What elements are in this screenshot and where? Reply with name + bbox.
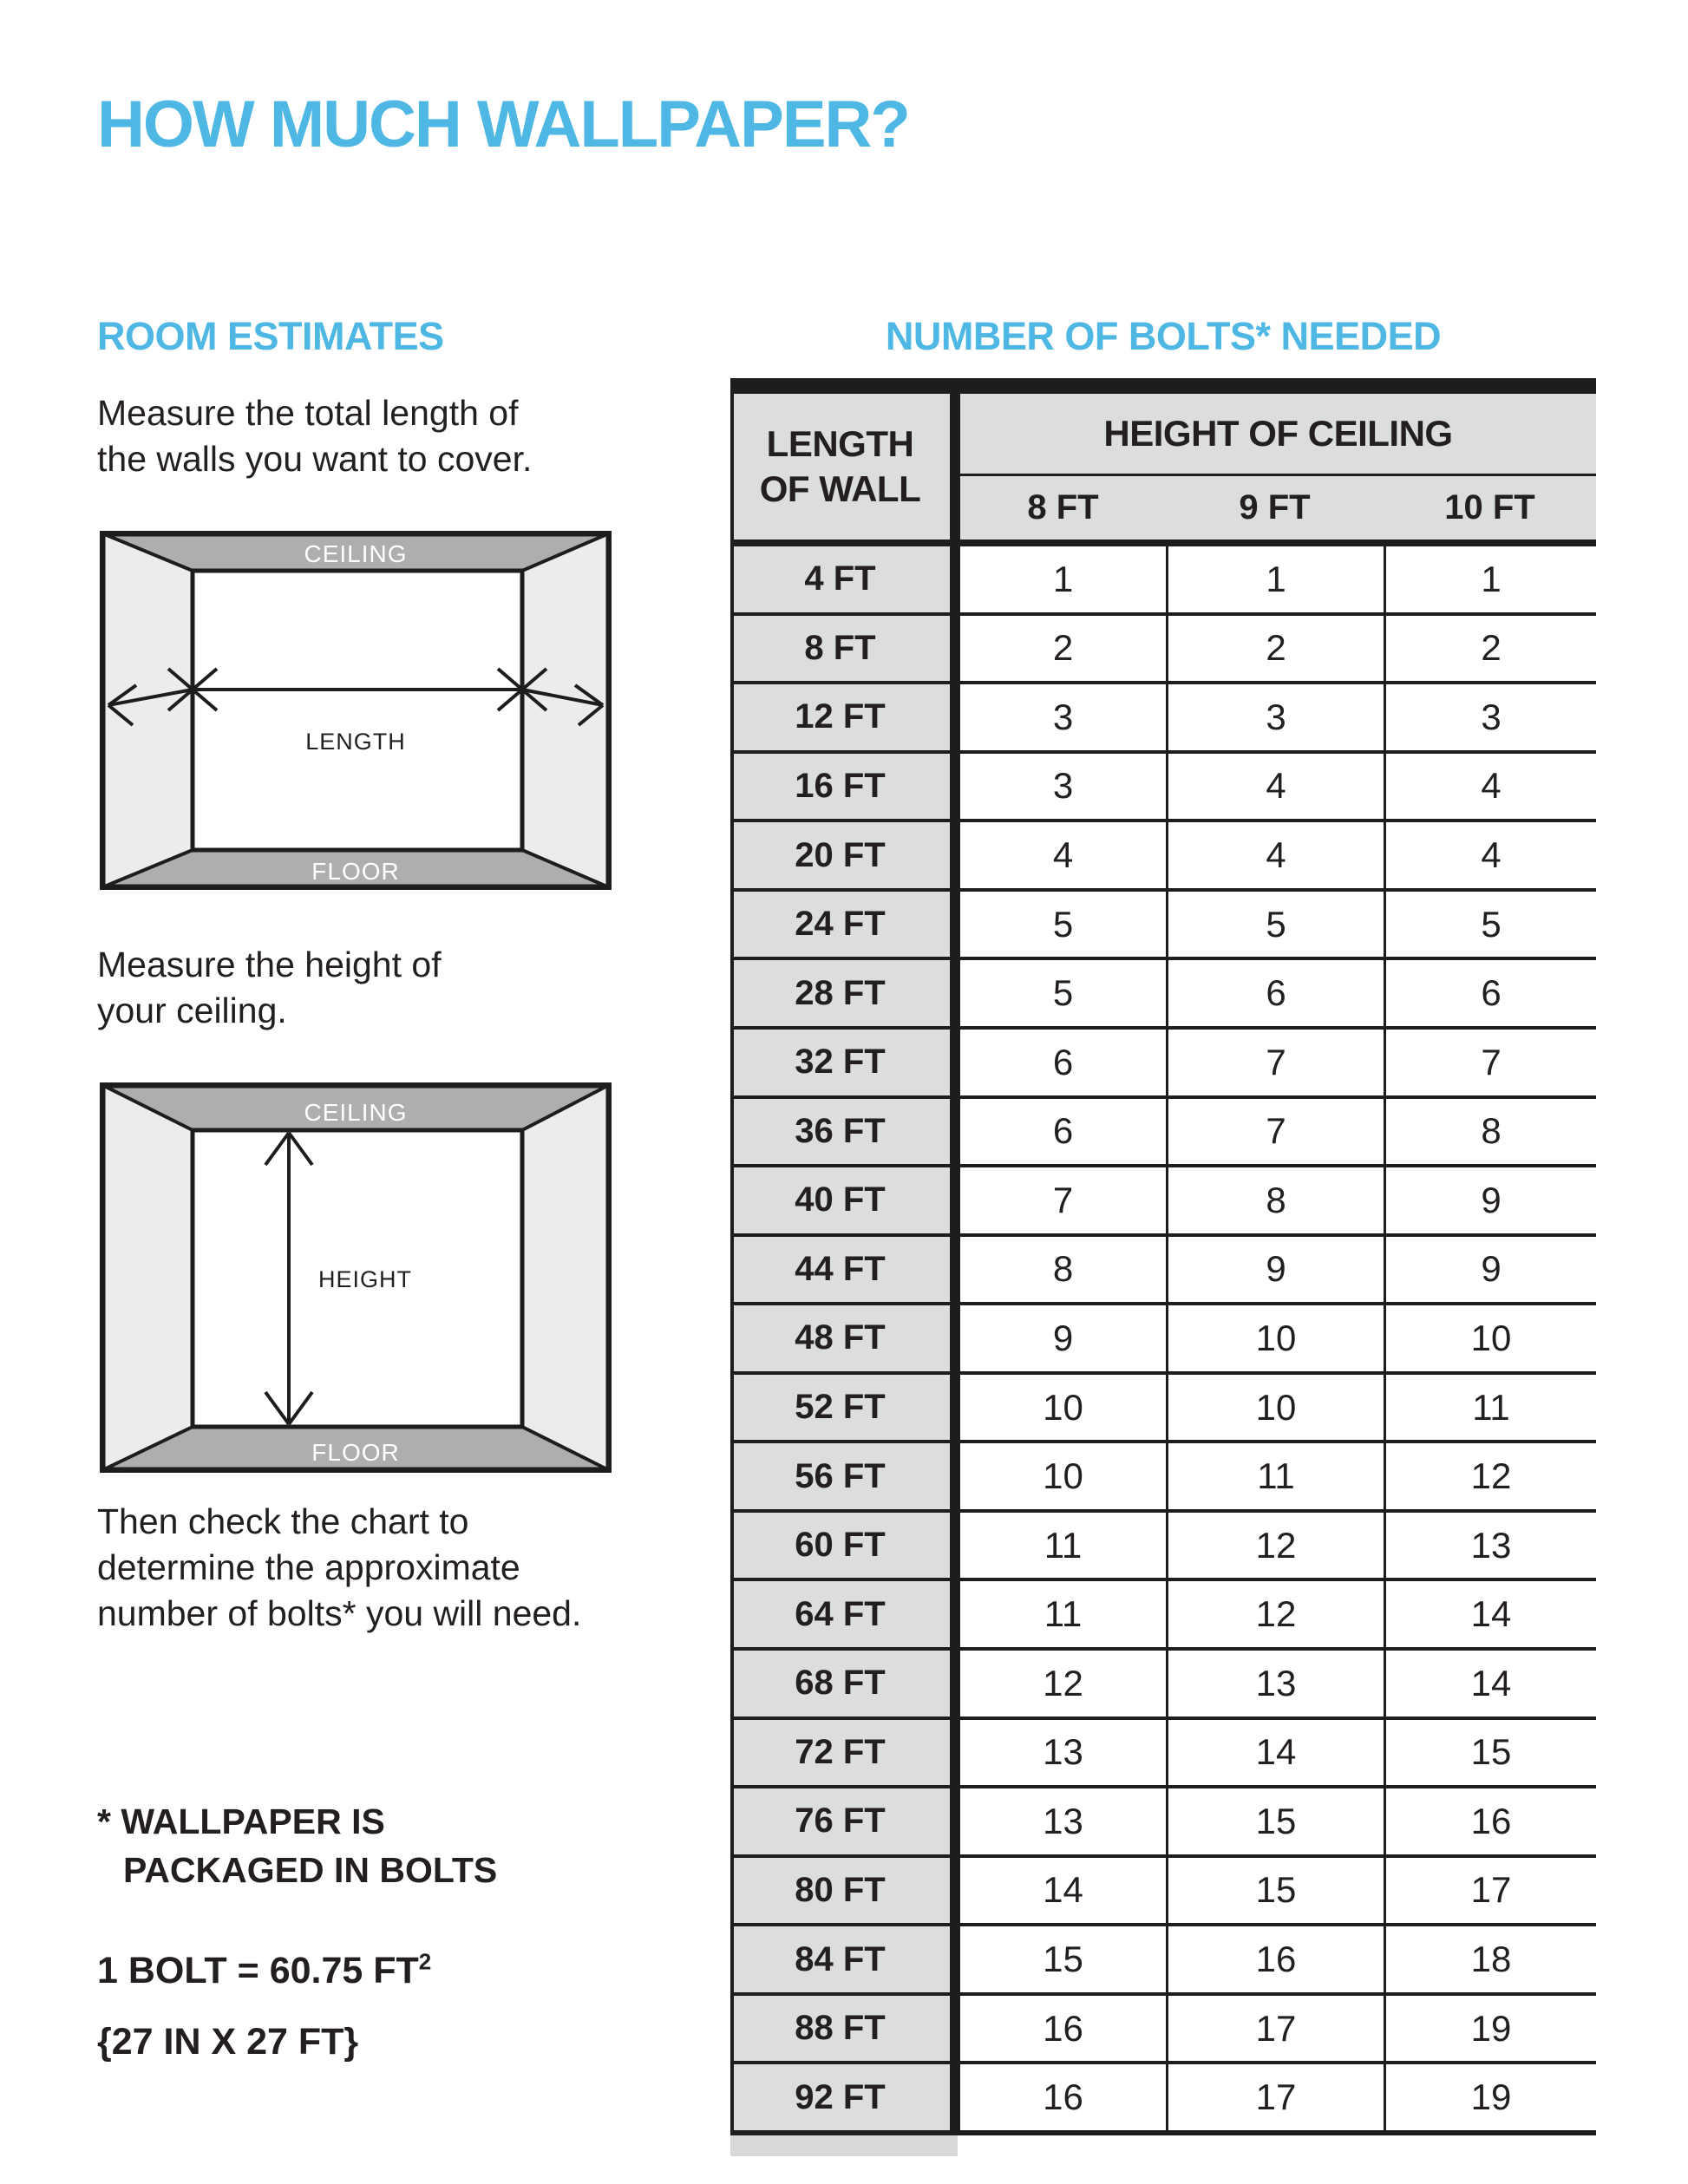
wall-length-cell: 28 FT: [730, 960, 950, 1026]
table-row: [730, 1651, 1596, 1720]
table-row: [730, 1720, 1596, 1789]
room-estimates-heading: ROOM ESTIMATES: [97, 314, 444, 358]
bolt-count-cell: 16: [1470, 1800, 1512, 1841]
table-column-divider: [950, 394, 960, 2130]
bolt-count-cell: 4: [1266, 834, 1286, 876]
bolt-count-cell: 16: [1043, 2076, 1083, 2118]
wall-length-cell: 20 FT: [730, 822, 950, 888]
paragraph-line: Then check the chart to: [97, 1501, 469, 1541]
bolt-count-cell: 14: [1470, 1593, 1512, 1635]
table-top-border: [730, 378, 1596, 394]
bolt-count-cell: 3: [1052, 765, 1074, 807]
paragraph-line: your ceiling.: [97, 991, 287, 1030]
bolt-count-cell: 6: [1266, 972, 1286, 1014]
bolt-count-cell: 12: [1255, 1593, 1297, 1635]
bolt-count-cell: 7: [1266, 1110, 1286, 1152]
wall-length-cell: 84 FT: [730, 1926, 950, 1992]
wall-length-cell: 40 FT: [730, 1167, 950, 1233]
table-row: [730, 1305, 1596, 1375]
bolt-count-cell: 13: [1470, 1524, 1512, 1566]
ceiling-label: CEILING: [304, 1099, 408, 1126]
bolt-count-cell: 4: [1266, 765, 1286, 807]
table-row: [730, 1375, 1596, 1444]
ceiling-height-column-headers: [960, 476, 1596, 539]
wall-length-cell: 44 FT: [730, 1237, 950, 1303]
bolt-count-cell: 14: [1470, 1662, 1512, 1703]
bolt-count-cell: 11: [1044, 1524, 1083, 1566]
check-chart-paragraph: [97, 1499, 581, 1637]
table-rows: [730, 546, 1596, 2130]
bolt-count-cell: 5: [1481, 903, 1502, 945]
bolt-count-cell: 8: [1481, 1110, 1502, 1152]
bolt-size-superscript: 2: [418, 1948, 432, 1975]
table-row: [730, 1581, 1596, 1651]
bolt-count-cell: 17: [1255, 2007, 1297, 2049]
bolt-count-cell: 15: [1470, 1731, 1512, 1773]
bolt-count-cell: 19: [1470, 2007, 1512, 2049]
wall-length-cell: 8 FT: [730, 616, 950, 682]
bolt-count-cell: 4: [1481, 834, 1502, 876]
bolt-count-cell: 4: [1481, 765, 1502, 807]
length-of-wall-header: [730, 394, 950, 539]
bolts-footnote: [97, 1797, 497, 1894]
measure-length-paragraph: [97, 390, 532, 482]
wall-length-cell: 56 FT: [730, 1443, 950, 1509]
wall-length-cell: 32 FT: [730, 1030, 950, 1095]
wall-length-cell: 12 FT: [730, 684, 950, 750]
ceiling-label: CEILING: [304, 540, 408, 567]
bolt-count-cell: 19: [1470, 2076, 1512, 2118]
table-row: [730, 892, 1596, 961]
wall-length-cell: 68 FT: [730, 1651, 950, 1716]
table-cropped-stub: [730, 2135, 958, 2156]
bolt-count-cell: 8: [1052, 1248, 1074, 1290]
table-row: [730, 1237, 1596, 1306]
table-row: [730, 1788, 1596, 1858]
wall-length-cell: 52 FT: [730, 1375, 950, 1441]
wall-length-cell: 80 FT: [730, 1858, 950, 1924]
bolt-count-cell: 2: [1052, 627, 1074, 669]
header-line: OF WALL: [759, 468, 921, 509]
bolt-count-cell: 11: [1257, 1455, 1295, 1497]
column-separator: [1166, 546, 1168, 2130]
bolt-count-cell: 1: [1052, 558, 1074, 599]
bolt-count-cell: 3: [1052, 696, 1074, 737]
bolt-count-cell: 14: [1043, 1869, 1083, 1911]
bolt-count-cell: 10: [1255, 1386, 1297, 1428]
column-header-10ft: 10 FT: [1444, 488, 1535, 526]
paragraph-line: number of bolts* you will need.: [97, 1593, 582, 1633]
table-row: [730, 1858, 1596, 1927]
wall-length-cell: 16 FT: [730, 754, 950, 820]
bolt-count-cell: 9: [1052, 1317, 1074, 1358]
bolt-count-cell: 16: [1043, 2007, 1083, 2049]
table-row: [730, 684, 1596, 754]
footnote-line: PACKAGED IN BOLTS: [123, 1850, 498, 1890]
bolt-count-cell: 9: [1266, 1248, 1286, 1290]
measure-height-paragraph: [97, 942, 442, 1034]
bolt-count-cell: 15: [1043, 1939, 1083, 1980]
bolt-count-cell: 9: [1481, 1179, 1502, 1220]
bolt-size-line: [97, 1950, 431, 1992]
column-header-8ft: 8 FT: [1027, 488, 1099, 526]
height-of-ceiling-header: HEIGHT OF CEILING: [1103, 413, 1453, 454]
bolt-count-cell: 9: [1481, 1248, 1502, 1290]
page-title: HOW MUCH WALLPAPER?: [97, 88, 909, 161]
bolt-count-cell: 2: [1266, 627, 1286, 669]
bolt-count-cell: 8: [1266, 1179, 1286, 1220]
table-row: [730, 1099, 1596, 1168]
bolt-count-cell: 6: [1052, 1110, 1074, 1152]
floor-label: FLOOR: [311, 1439, 400, 1466]
bolt-count-cell: 17: [1470, 1869, 1512, 1911]
bolt-count-cell: 5: [1052, 903, 1074, 945]
bolt-count-cell: 15: [1255, 1869, 1297, 1911]
bolt-count-cell: 10: [1043, 1386, 1083, 1428]
paragraph-line: Measure the total length of: [97, 393, 519, 433]
wall-length-cell: 24 FT: [730, 892, 950, 958]
paragraph-line: determine the approximate: [97, 1547, 520, 1587]
bolt-count-cell: 13: [1043, 1800, 1083, 1841]
bolt-count-cell: 17: [1255, 2076, 1297, 2118]
wall-length-cell: 36 FT: [730, 1099, 950, 1165]
wall-length-cell: 88 FT: [730, 1996, 950, 2062]
footnote-line: * WALLPAPER IS: [97, 1801, 385, 1841]
table-row: [730, 546, 1596, 616]
height-label: HEIGHT: [318, 1266, 413, 1292]
room-height-diagram: [100, 1082, 612, 1473]
table-row: [730, 616, 1596, 685]
bolt-count-cell: 5: [1266, 903, 1286, 945]
bolts-needed-heading: NUMBER OF BOLTS* NEEDED: [885, 314, 1442, 358]
bolt-count-cell: 14: [1255, 1731, 1297, 1773]
wall-length-cell: 76 FT: [730, 1788, 950, 1854]
table-left-border: [730, 394, 734, 2130]
bolt-count-cell: 4: [1052, 834, 1074, 876]
bolt-dimensions-line: {27 IN X 27 FT}: [97, 2021, 359, 2063]
bolt-count-cell: 3: [1266, 696, 1286, 737]
bolt-size-text: 1 BOLT = 60.75 FT: [97, 1950, 419, 1991]
paragraph-line: Measure the height of: [97, 945, 442, 984]
bolt-count-cell: 12: [1255, 1524, 1297, 1566]
bolt-count-cell: 10: [1255, 1317, 1297, 1358]
wall-length-cell: 48 FT: [730, 1305, 950, 1371]
wall-length-cell: 4 FT: [730, 546, 950, 612]
bolt-count-cell: 15: [1255, 1800, 1297, 1841]
bolt-count-cell: 7: [1266, 1041, 1286, 1082]
header-bottom-border: [730, 539, 1596, 546]
room-back-wall: [193, 571, 522, 850]
bolt-count-cell: 7: [1481, 1041, 1502, 1082]
header-line: LENGTH: [766, 423, 914, 464]
bolt-count-cell: 1: [1266, 558, 1286, 599]
paragraph-line: the walls you want to cover.: [97, 439, 533, 479]
bolt-count-cell: 12: [1470, 1455, 1512, 1497]
bolt-count-cell: 6: [1052, 1041, 1074, 1082]
table-row: [730, 1167, 1596, 1237]
table-row: [730, 754, 1596, 823]
table-row: [730, 822, 1596, 892]
wall-length-cell: 72 FT: [730, 1720, 950, 1786]
bolt-count-cell: 6: [1481, 972, 1502, 1014]
bolt-count-cell: 11: [1044, 1593, 1083, 1635]
wall-length-cell: 92 FT: [730, 2064, 950, 2130]
wall-length-cell: 64 FT: [730, 1581, 950, 1647]
bolt-count-cell: 12: [1043, 1662, 1083, 1703]
wall-length-cell: 60 FT: [730, 1513, 950, 1579]
column-header-9ft: 9 FT: [1239, 488, 1311, 526]
bolt-count-cell: 11: [1472, 1386, 1510, 1428]
bolt-count-cell: 2: [1481, 627, 1502, 669]
bolt-count-cell: 16: [1255, 1939, 1297, 1980]
bolt-count-cell: 10: [1043, 1455, 1083, 1497]
table-row: [730, 1513, 1596, 1582]
length-label: LENGTH: [305, 729, 406, 755]
bolts-table: [730, 378, 1596, 2156]
bolt-count-cell: 10: [1470, 1317, 1512, 1358]
bolt-count-cell: 1: [1481, 558, 1502, 599]
room-length-diagram: [100, 531, 612, 890]
table-row: [730, 960, 1596, 1030]
column-separator: [1384, 546, 1386, 2130]
table-row: [730, 1926, 1596, 1996]
table-row: [730, 1443, 1596, 1513]
table-row: [730, 2064, 1596, 2130]
floor-label: FLOOR: [311, 858, 400, 885]
bolt-count-cell: 13: [1043, 1731, 1083, 1773]
bolt-count-cell: 3: [1481, 696, 1502, 737]
table-row: [730, 1996, 1596, 2065]
bolt-count-cell: 7: [1052, 1179, 1074, 1220]
bolt-count-cell: 13: [1255, 1662, 1297, 1703]
bolt-count-cell: 18: [1470, 1939, 1512, 1980]
table-row: [730, 1030, 1596, 1099]
bolt-count-cell: 5: [1052, 972, 1074, 1014]
